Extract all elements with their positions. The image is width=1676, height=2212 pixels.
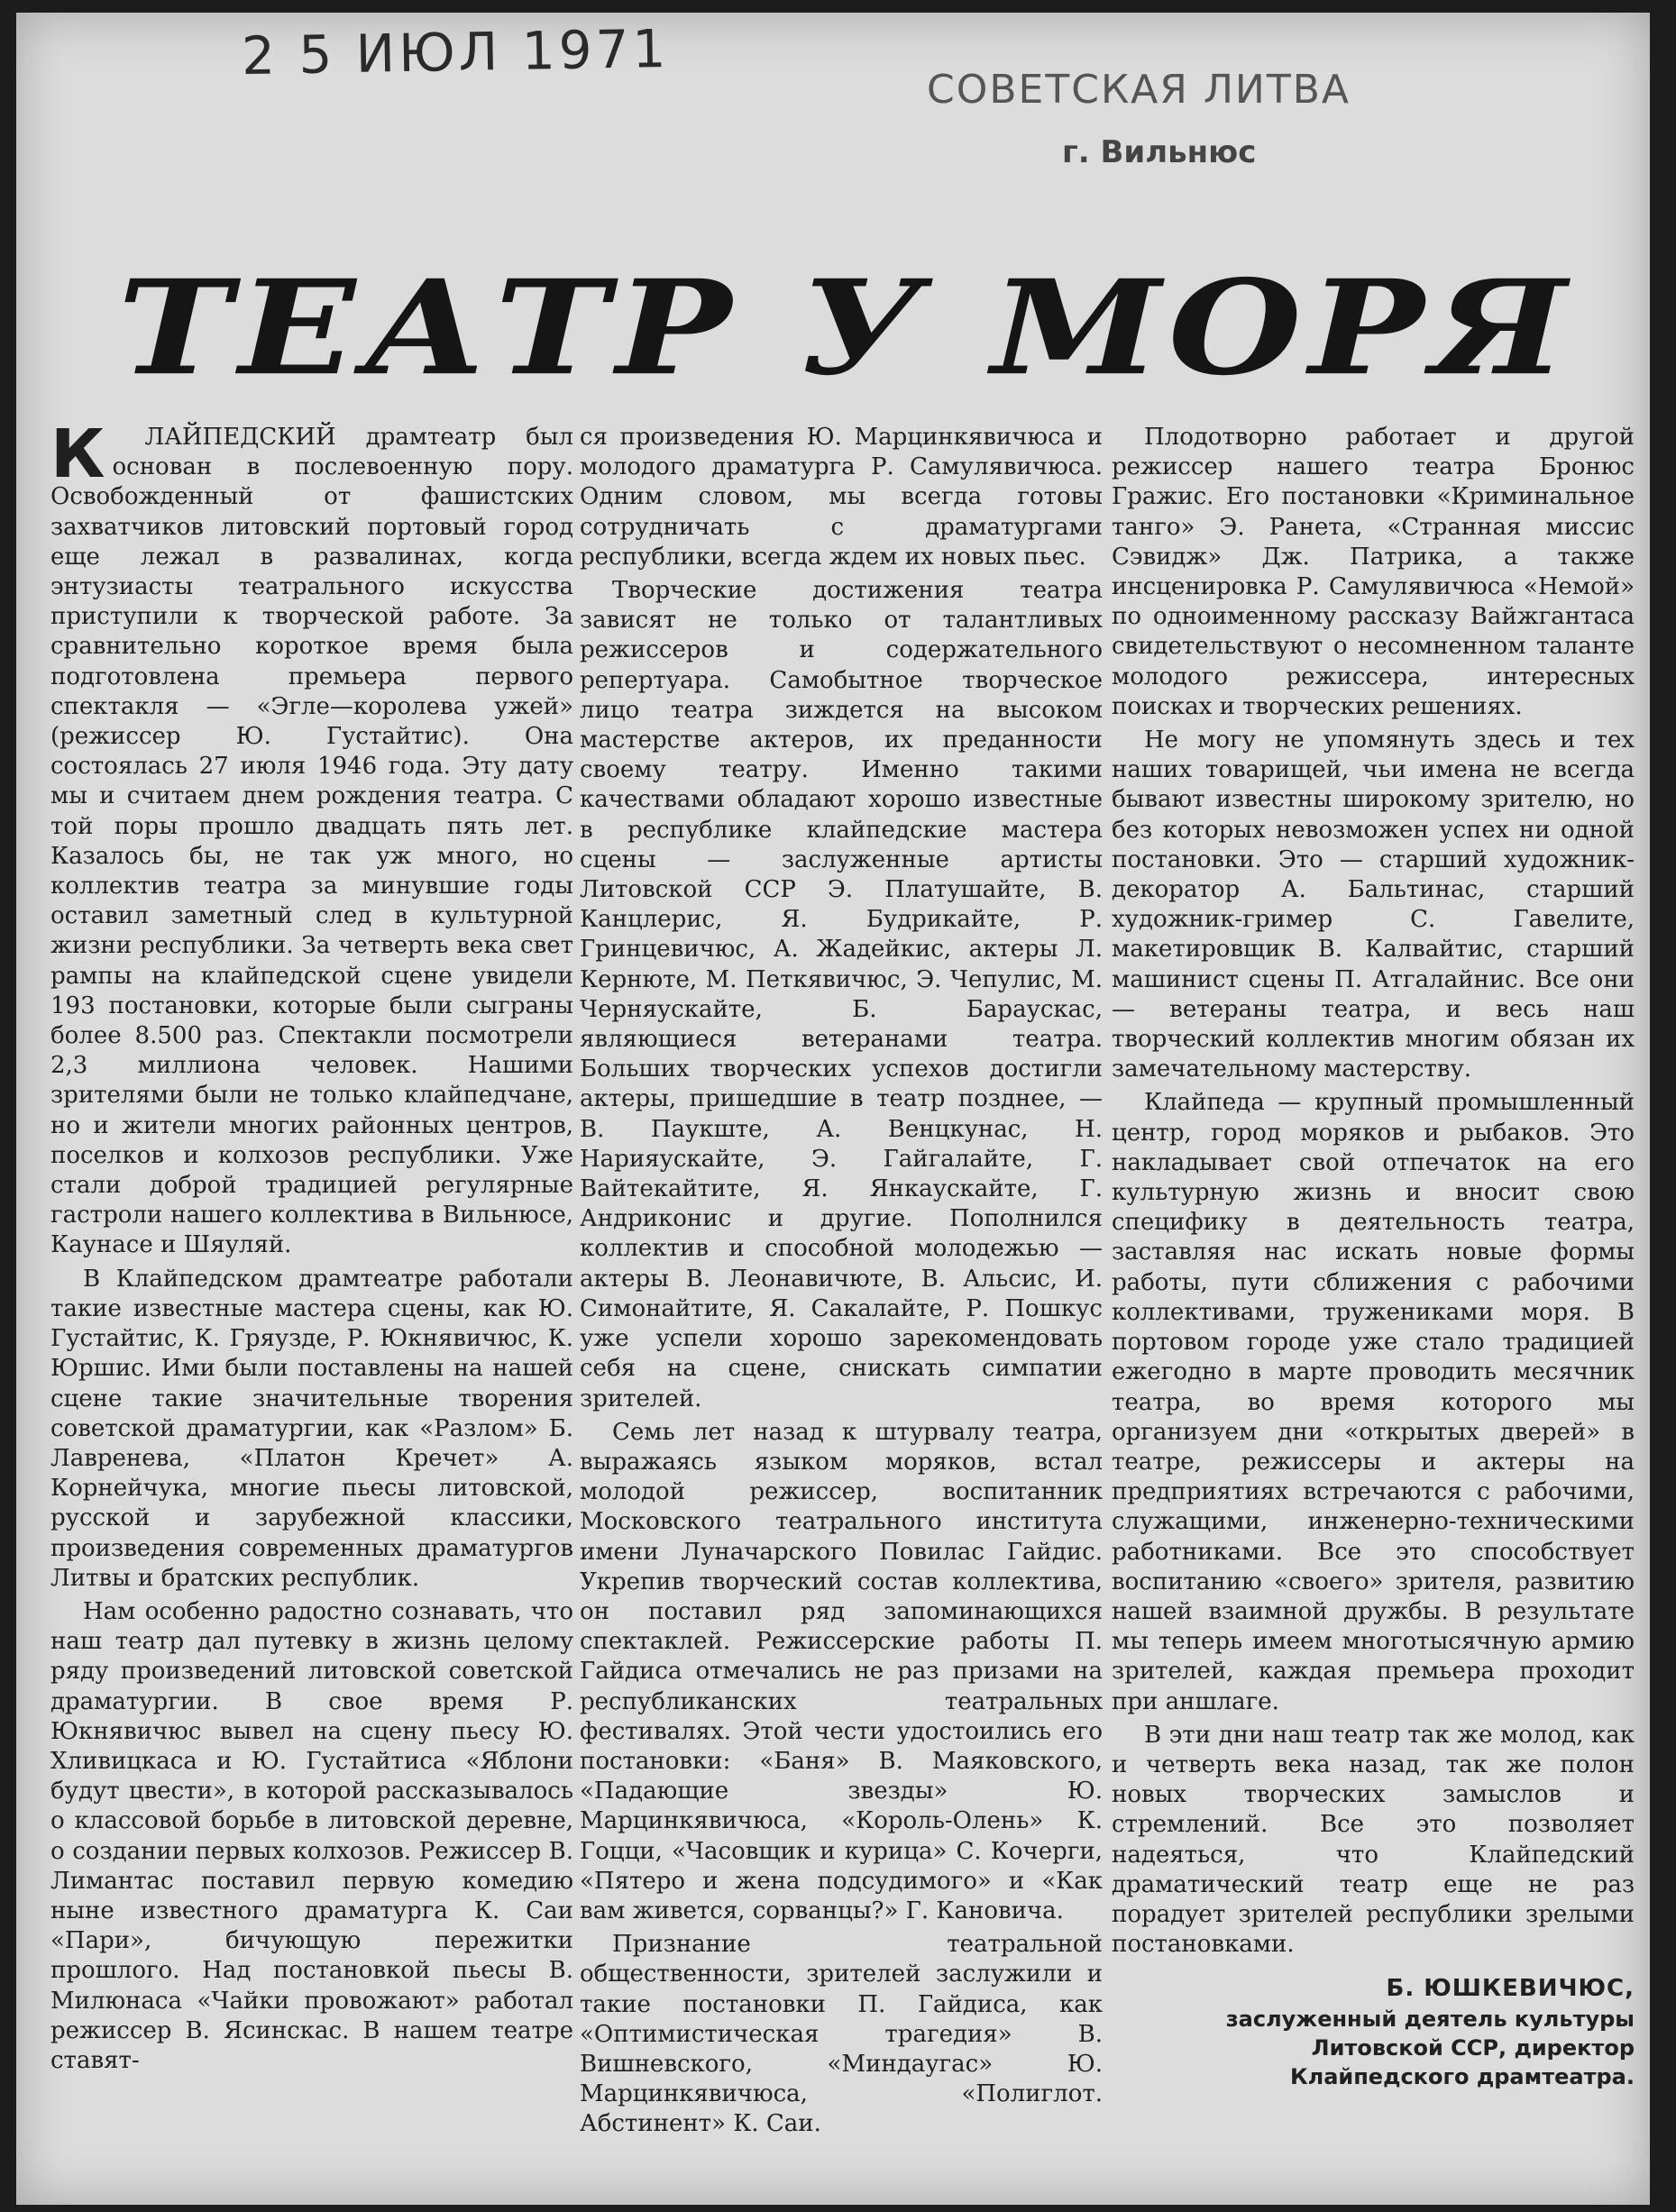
author-title: заслуженный деятель культуры Литовской ССР, директор bbox=[1225, 2006, 1635, 2061]
newspaper-name: СОВЕТСКАЯ ЛИТВА bbox=[927, 67, 1351, 113]
newspaper-city: г. Вильнюс bbox=[1062, 134, 1257, 170]
article-column-1 bbox=[50, 416, 573, 2076]
paragraph: Признание театральной общественности, зрителей заслужили и такие постановки П. Гайдиса, как «Оптимистическая трагедия» В. Вишневского, «Миндаугас» Ю. Марцинкявичюса, «Полиглот. Абстинент» К. Саи. bbox=[580, 1931, 1103, 2138]
newspaper-clipping bbox=[16, 13, 1650, 2205]
article-headline: ТЕАТР У МОРЯ bbox=[117, 251, 1574, 405]
paragraph: Клайпеда — крупный промышленный центр, город моряков и рыбаков. Это накладывает свой отпечаток на его культурную жизнь и вносит свою специфику в деятельность театра, заставляя нас искать новые формы работы, пути сближения с рабочими коллективами, тружениками моря. В портовом городе уже стало традицией ежегодно в марте проводить месячник театра, во время которого мы организуем дни «открытых дверей» в театре, режиссеры и актеры на предприятиях встречаются с рабочими, служащими, инженерно-техническими работниками. Все это способствует воспитанию «своего» зрителя, развитию нашей взаимной дружбы. В результате мы теперь имеем многотысячную армию зрителей, каждая премьера проходит при аншлаге. bbox=[1112, 1089, 1635, 1715]
author-signature bbox=[1112, 1974, 1635, 2090]
paragraph: Нам особенно радостно сознавать, что наш театр дал путевку в жизнь целому ряду произведений литовской советской драматургии. В свое время Р. Юкнявичюс вывел на сцену пьесу Ю. Хливицкаса и Ю. Густайтиса «Яблони будут цвести», в которой рассказывалось о классовой борьбе в литовской деревне, о создании первых колхозов. Режиссер В. Лимантас поставил первую комедию ныне известного драматурга К. Саи «Пари», бичующую пережитки прошлого. Над постановкой пьесы В. Милюнаса «Чайки провожают» работал режиссер В. Ясинскас. В нашем театре ставят- bbox=[50, 1597, 573, 2074]
paragraph: ся произведения Ю. Марцинкявичюса и молодого драматурга Р. Самулявичюса. Одним словом, мы всегда готовы сотрудничать с драматургами республики, всегда ждем их новых пьес. bbox=[580, 424, 1103, 571]
author-title-2: Клайпедского драмтеатра. bbox=[1290, 2063, 1635, 2089]
date-stamp: 2 5 ИЮЛ 1971 bbox=[241, 17, 670, 87]
paragraph: В эти дни наш театр так же молод, как и четверть века назад, так же полон новых творческих замыслов и стремлений. Все это позволяет надеяться, что Клайпедский драматический театр еще не раз порадует зрителей республики зрелыми постановками. bbox=[1112, 1721, 1635, 1959]
author-name: Б. ЮШКЕВИЧЮС, bbox=[1386, 1975, 1635, 2003]
paragraph: Творческие достижения театра зависят не только от талантливых режиссеров и содержательного репертуара. Самобытное творческое лицо театра зиждется на высоком мастерстве актеров, их преданности своему театру. Именно такими качествами обладают хорошо известные в республике клайпедские мастера сцены — заслуженные артисты Литовской ССР Э. Платушайте, В. Канцлерис, Я. Будрикайте, Р. Гринцевичюс, А. Жадейкис, актеры Л. Кернюте, М. Петкявичюс, Э. Чепулис, М. Черняускайте, Б. Бараускас, являющиеся ветеранами театра. Больших творческих успехов достигли актеры, пришедшие в театр позднее, — В. Паукште, А. Венцкунас, Н. Нарияускайте, Э. Гайгалайте, Г. Вайтекайтите, Я. Янкаускайте, Г. Андриконис и другие. Пополнился коллектив и способной молодежью — актеры В. Леонавичюте, В. Альсис, И. Симонайтите, Я. Сакалайте, Р. Пошкус уже успели хорошо зарекомендовать себя на сцене, снискать симпатии зрителей. bbox=[580, 577, 1103, 1412]
article-column-2 bbox=[580, 423, 1103, 2140]
paragraph: В Клайпедском драмтеатре работали такие известные мастера сцены, как Ю. Густайтис, К. Гряузде, Р. Юкнявичюс, К. Юршис. Ими были поставлены на нашей сцене такие значительные творения советской драматургии, как «Разлом» Б. Лавренева, «Платон Кречет» А. Корнейчука, многие пьесы литовской, русской и зарубежной классики, произведения современных драматургов Литвы и братских республик. bbox=[50, 1265, 573, 1592]
paragraph: КЛАЙПЕДСКИЙ драмтеатр был основан в послевоенную пору. Освобожденный от фашистских захватчиков литовский портовый город еще лежал в развалинах, когда энтузиасты театрального искусства приступили к творческой работе. За сравнительно короткое время была подготовлена премьера первого спектакля — «Эгле—королева ужей» (режиссер Ю. Густайтис). Она состоялась 27 июля 1946 года. Эту дату мы и считаем днем рождения театра. С той поры прошло двадцать пять лет. Казалось бы, не так уж много, но коллектив театра за минувшие годы оставил заметный след в культурной жизни республики. За четверть века свет рампы на клайпедской сцене увидели 193 постановки, которые были сыграны более 8.500 раз. Спектакли посмотрели 2,3 миллиона человек. Нашими зрителями были не только клайпедчане, но и жители многих районных центров, поселков и колхозов республики. Уже стали доброй традицией регулярные гастроли нашего коллектива в Вильнюсе, Каунасе и Шяуляй. bbox=[50, 416, 573, 1259]
paragraph: Не могу не упомянуть здесь и тех наших товарищей, чьи имена не всегда бывают известны широкому зрителю, но без которых невозможен успех ни одной постановки. Это — старший художник-декоратор А. Бальтинас, старший художник-гример С. Гавелите, макетировщик В. Калвайтис, старший машинист сцены П. Атгалайнис. Все они — ветераны театра, и весь наш творческий коллектив многим обязан их замечательному мастерству. bbox=[1112, 727, 1635, 1083]
paragraph: Семь лет назад к штурвалу театра, выражаясь языком моряков, встал молодой режиссер, воспитанник Московского театрального института имени Луначарского Повилас Гайдис. Укрепив творческий состав коллектива, он поставил ряд запоминающихся спектаклей. Режиссерские работы П. Гайдиса отмечались не раз призами на республиканских театральных фестивалях. Этой чести удостоились его постановки: «Баня» В. Маяковского, «Падающие звезды» Ю. Марцинкявичюса, «Король-Олень» К. Гоцци, «Часовщик и курица» С. Кочерги, «Пятеро и жена подсудимого» и «Как вам живется, сорванцы?» Г. Кановича. bbox=[580, 1418, 1103, 1924]
article-column-3 bbox=[1112, 423, 1635, 2091]
paragraph: Плодотворно работает и другой режиссер нашего театра Бронюс Гражис. Его постановки «Криминальное танго» Э. Ранета, «Странная миссис Сэвидж» Дж. Патрика, а также инсценировка Р. Самулявичюса «Немой» по одноименному рассказу Вайжгантаса свидетельствуют о несомненном таланте молодого режиссера, интересных поисках и творческих решениях. bbox=[1112, 424, 1635, 720]
